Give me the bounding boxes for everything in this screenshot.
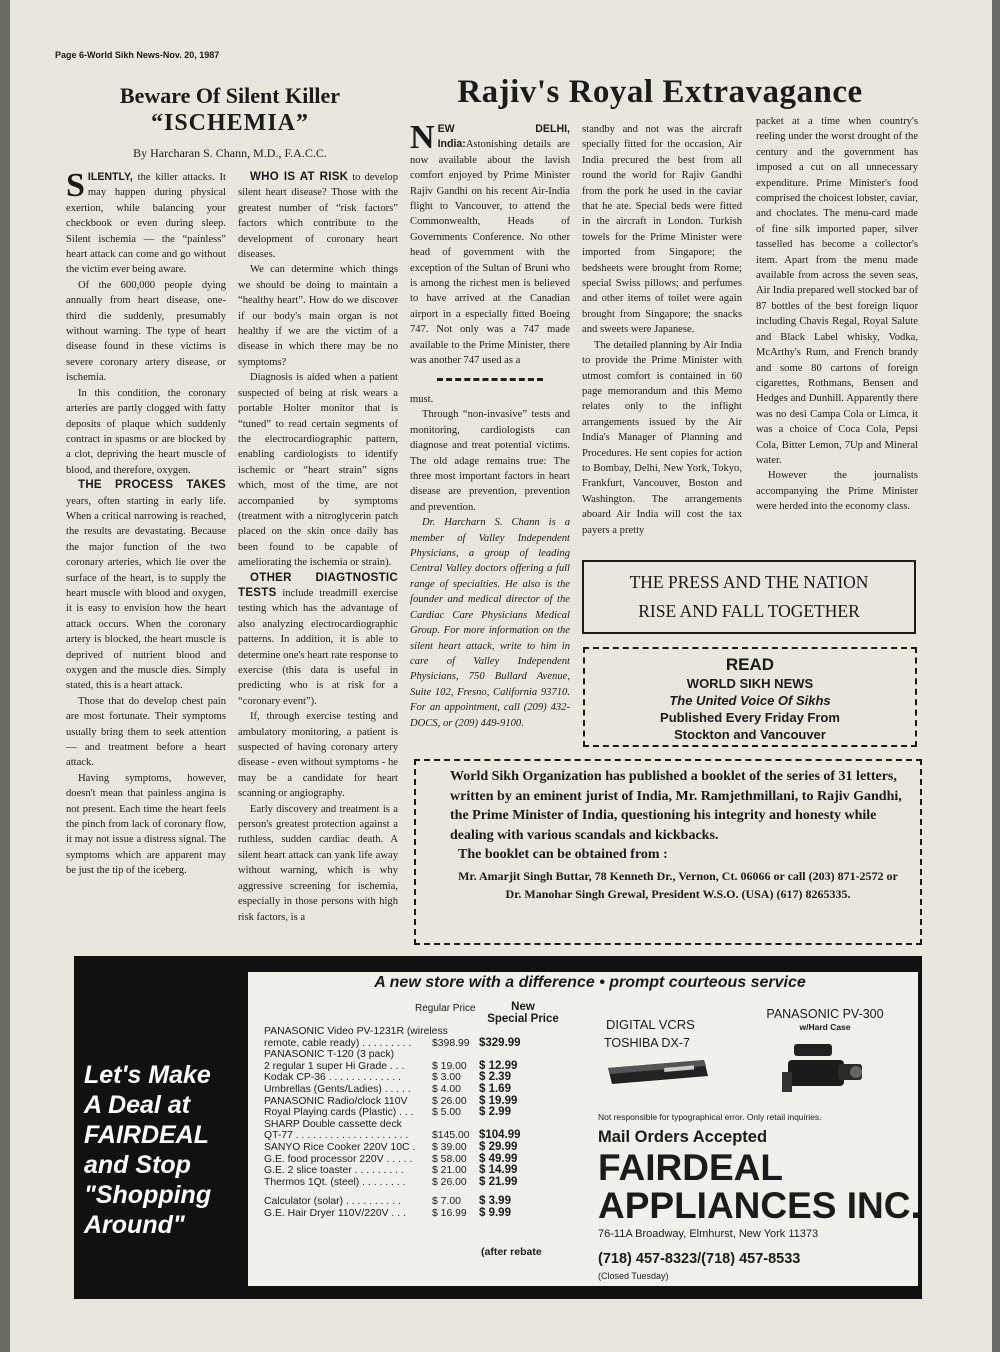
rajiv-title: Rajiv's Royal Extravagance: [457, 74, 863, 110]
price-row: [264, 1096, 564, 1108]
special-price: $ 9.99: [479, 1206, 511, 1219]
paragraph: [410, 122, 570, 369]
paragraph-text: years, often starting in early life. When a critical narrowing is reached, the results are devastating. Because the major function of the two coronary arteries, which lie over the surface of the heart, is to supply the heart muscle with blood and oxygen, it is easy to envision how the heart attack occurs. When the coronary artery is blocked, the heart muscle is deprived of nutrient blood and oxygen and the muscle dies. Simply stated, this is a heart attack.: [66, 495, 226, 692]
item-name: Thermos 1Qt. (steel) . . . . . . . .: [264, 1176, 406, 1188]
slogan-line: A Deal at: [84, 1091, 191, 1119]
vcr-model: TOSHIBA DX-7: [604, 1036, 690, 1050]
special-price: $ 2.99: [479, 1106, 511, 1119]
camcorder-icon: [782, 1034, 868, 1100]
special-price: $104.99: [479, 1129, 521, 1142]
paragraph: If, through exercise testing and ambulatory monitoring, a patient is suspected of having coronary artery disease - even without symptoms - he may be a candidate for heart scanning or angiography.: [238, 711, 398, 800]
special-price: $ 21.99: [479, 1175, 518, 1188]
slogan-line: FAIRDEAL: [84, 1121, 209, 1149]
special-price: $ 49.99: [479, 1152, 518, 1165]
read-line: The United Voice Of Sikhs: [669, 693, 831, 708]
page-header: Page 6-World Sikh News-Nov. 20, 1987: [55, 50, 220, 60]
ad-slogan: [84, 1060, 254, 1240]
store-address: 76-11A Broadway, Elmhurst, New York 11373: [598, 1228, 819, 1240]
item-name: G.E. food processor 220V . . . . .: [264, 1153, 413, 1165]
column-separator: [437, 378, 543, 381]
slogan-line: and Stop: [84, 1151, 191, 1179]
ischemia-column-3: [410, 392, 570, 752]
special-price-header-line: Special Price: [487, 1013, 559, 1025]
store-name-line2: APPLIANCES INC.: [598, 1185, 921, 1226]
paragraph: Through “non-invasive” tests and monitoring, cardiologists can diagnose and treat potential victims. The old adage remains true: The three most important factors in heart disease are prevention, prevention and prevention.: [410, 409, 570, 513]
price-row: [264, 1084, 564, 1096]
drop-cap: N: [410, 122, 435, 156]
price-row: [264, 1154, 564, 1166]
item-name: Calculator (solar) . . . . . . . . . .: [264, 1196, 401, 1208]
special-price: $ 12.99: [479, 1059, 518, 1072]
price-row: [264, 1061, 564, 1073]
regular-price: $ 21.00: [432, 1165, 467, 1177]
price-row: [264, 1026, 564, 1038]
slogan-line: "Shopping: [84, 1181, 212, 1209]
ischemia-column-1: [66, 170, 226, 950]
special-price: $ 14.99: [479, 1164, 518, 1177]
paragraph: standby and not was the aircraft specially fitted for the occasion, Air India precured the best from all round the world for Rajiv Gandhi from the pork he used in the caviar that he ate. Special beds were fitted in the aircraft in London. Turkish towels for the Prime Minister were imported from Singapore; the bedsheets were brought from Rome; special Swiss pillows; and perfumes and other items of toilet were again brought from Singapore; the snacks and sweets were Japanese.: [582, 124, 742, 336]
paragraph: Those that do develop chest pain are most fortunate. Their symptoms usually bring them to seek attention — and treatment before a heart attack.: [66, 695, 226, 769]
regular-price: $ 3.00: [432, 1072, 461, 1084]
price-row: [264, 1208, 564, 1220]
paragraph: packet at a time when country's reeling under the worst drought of the century and the government has imposed a cut on all unnecessary expenditure. Prime Minister's food comprised the choicest lobster, caviar, and choclates. The menu-card made of fine silk imported paper, silver tasselled has become a collector's item. Apart from the menu made available from across the seven seas, Air India prepared well stocked bar of 87 bottles of the best foreign liquor including Chavis Regal, Royal Salute and Black Label whisky, Vodka, McArthy's Rum, and French brandy and some 80 cartons of foreign cigarettes, Rothmans, Bensen and Hedges and Dunhill. Apparently there was no desi Campa Cola or Limca, it was a choice of Coca Cola, Pepsi Cola, Bitter Lemon, 7Up and Mineral water.: [756, 116, 918, 466]
ischemia-title-line2: “ISCHEMIA”: [150, 110, 310, 136]
ischemia-title-line1: Beware Of Silent Killer: [119, 83, 341, 108]
special-price: $ 2.39: [479, 1071, 511, 1084]
rajiv-column-3: [756, 114, 918, 556]
regular-price: $ 58.00: [432, 1153, 467, 1165]
paragraph: Diagnosis is aided when a patient suspected of being at risk wears a portable Holter monitor that is “tuned” to read certain segments of the electrocardiographic pattern, enabling cardiologists to identify ischemic or “heart strain” signs which, most of the time, are not accompanied by symptoms (treatment with a nitroglycerin patch placed on the skin once daily has been found to be capable of ameliorating the ischemia or strain).: [238, 372, 398, 569]
paragraph: However the journalists accompanying the Prime Minister were herded into the economy class.: [756, 470, 918, 513]
paragraph: [238, 170, 398, 262]
booklet-contacts: Mr. Amarjit Singh Buttar, 78 Kenneth Dr., Vernon, Ct. 06066 or call (203) 871-2572 or Dr. Manohar Singh Grewal, President W.S.O. (USA) (617) 8265335.: [458, 868, 898, 901]
regular-price: $ 7.00: [432, 1196, 461, 1208]
paragraph-text: Astonishing details are now available about the lavish comfort enjoyed by Prime Minister Rajiv Gandhi on his recent Air-India flight to Vancouver, to attend the Commonwealth, Heads of Governments Conference. No other head of government with the exception of the Sultan of Bruni who is among the richest men is believed to have arrived at the Canadian airport in a especially fitted Boeing 747. Not only was a 747 made available to the Prime Minister, there was another 747 used as a: [410, 139, 570, 367]
paragraph: Having symptoms, however, doesn't mean that painless angina is not present. Each time the heart feels the pinch from lack of coronary flow, it may not issue a distress signal. The symptoms which are apparent may be just the tip of the iceberg.: [66, 772, 226, 877]
paragraph-text: the killer attacks. It may happen during physical exertion, while balancing your checkbook or even during sleep. Silent ischemia — the “painless” heart attack can come and go without the victim ever being aware.: [66, 172, 226, 276]
price-row: [264, 1177, 564, 1189]
item-name: Royal Playing cards (Plastic) . . .: [264, 1107, 414, 1119]
rajiv-column-2: [582, 122, 742, 556]
store-phone: (718) 457-8323/(718) 457-8533: [598, 1251, 801, 1267]
paragraph-text: to develop silent heart disease? Those with the greatest number of “risk factors” factors which contribute to the development of coronary heart diseases.: [238, 172, 398, 261]
regular-price: $ 16.99: [432, 1207, 467, 1219]
item-name: PANASONIC Radio/clock 110V: [264, 1095, 408, 1107]
lead-in: ILENTLY,: [87, 171, 133, 183]
special-price: $329.99: [479, 1036, 521, 1049]
store-name-line1: FAIRDEAL: [598, 1147, 783, 1188]
regular-price: $ 19.00: [432, 1060, 467, 1072]
regular-price: $398.99: [432, 1037, 470, 1049]
camcorder-case: w/Hard Case: [799, 1022, 851, 1032]
press-line-2: RISE AND FALL TOGETHER: [638, 601, 860, 621]
regular-price: $145.00: [432, 1130, 470, 1142]
disclaimer: Not responsible for typographical error. Only retail inquiries.: [598, 1112, 822, 1122]
special-price: $ 19.99: [479, 1094, 518, 1107]
paragraph: [238, 571, 398, 710]
paragraph: Early discovery and treatment is a person's greatest protection against a ruthless, sudden cardiac death. A silent heart attack can yank life away without warning, which is why aggressive screening for ischemia, especially in those persons with high risk factors, is a: [238, 803, 398, 923]
paragraph: must.: [410, 394, 434, 405]
regular-price: $ 26.00: [432, 1095, 467, 1107]
special-price: $ 1.69: [479, 1082, 511, 1095]
price-list: [264, 1026, 564, 1220]
after-rebate-note: (after rebate: [481, 1246, 542, 1258]
item-name: Umbrellas (Gents/Ladies) . . . . .: [264, 1083, 411, 1095]
read-line: WORLD SIKH NEWS: [686, 676, 814, 691]
paragraph: We can determine which things we should be doing to maintain a “healthy heart”. How do we discover if our body's main organ is not healthy if we are the victim of a disease in which there may be no symptoms?: [238, 264, 398, 368]
press-line-1: THE PRESS AND THE NATION: [629, 572, 869, 592]
paragraph: [66, 170, 226, 278]
ischemia-byline: By Harcharan S. Chann, M.D., F.A.C.C.: [133, 146, 327, 160]
rajiv-column-1: [410, 122, 570, 374]
item-name: PANASONIC T-120 (3 pack): [264, 1049, 395, 1061]
press-nation-box: [582, 560, 916, 634]
read-line: Stockton and Vancouver: [674, 727, 826, 742]
lead-in: OTHER DIAGTNOSTIC TESTS: [238, 571, 398, 599]
slogan-line: Around": [84, 1211, 185, 1239]
price-row: [264, 1142, 564, 1154]
item-name: Kodak CP-36 . . . . . . . . . . . . .: [264, 1072, 401, 1084]
item-name: SHARP Double cassette deck: [264, 1118, 402, 1130]
camcorder-model: PANASONIC PV-300: [766, 1007, 884, 1021]
price-row: [264, 1072, 564, 1084]
ad-tagline: A new store with a difference • prompt courteous service: [374, 974, 806, 991]
read-line: Published Every Friday From: [660, 710, 840, 725]
regular-price: $ 5.00: [432, 1107, 461, 1119]
read-heading: READ: [725, 655, 775, 674]
camcorder-label: [740, 1008, 910, 1034]
paragraph: Of the 600,000 people dying annually from heart disease, one-third die suddenly, presumably without warning. The type of heart disease found in these victims is severe coronary artery disease, or ischemia.: [66, 279, 226, 384]
booklet-obtain: The booklet can be obtained from :: [458, 847, 668, 862]
price-row: [264, 1049, 564, 1061]
vcr-icon: [604, 1054, 710, 1088]
item-name: SANYO Rice Cooker 220V 10C .: [264, 1141, 416, 1153]
item-name: PANASONIC Video PV-1231R (wireless: [264, 1026, 448, 1037]
read-wsn-box: [583, 647, 917, 747]
special-price-header: [478, 1001, 568, 1025]
item-name: 2 regular 1 super Hi Grade . . .: [264, 1060, 405, 1072]
item-name: G.E. 2 slice toaster . . . . . . . . .: [264, 1165, 404, 1177]
vcr-label: DIGITAL VCRS: [606, 1017, 695, 1032]
special-price: $ 3.99: [479, 1195, 511, 1208]
special-price: $ 29.99: [479, 1140, 518, 1153]
item-name: QT-77 . . . . . . . . . . . . . . . . . . . .: [264, 1130, 409, 1142]
price-row: [264, 1196, 564, 1208]
regular-price: $ 26.00: [432, 1176, 467, 1188]
item-name: remote, cable ready) . . . . . . . . .: [264, 1037, 412, 1049]
paragraph: The detailed planning by Air India to provide the Prime Minister with utmost comfort is contained in 60 page memorandum and this Memo relates only to the inflight arrangements issued by the Air India's Manager of Planning and Procedures. He sent copies for action to Bombay, Delhi, New York, Tokyo, Frankfurt, Vancouver, Boston and Washington. The arrangements aboard Air India will cost the tax payers a pretty: [582, 339, 742, 536]
price-row: [264, 1188, 564, 1196]
store-closed: (Closed Tuesday): [598, 1271, 669, 1281]
price-row: [264, 1107, 564, 1119]
item-name: G.E. Hair Dryer 110V/220V . . .: [264, 1207, 406, 1219]
regular-price-header: Regular Price: [415, 1003, 476, 1014]
paragraph-text: include treadmill exercise testing which has the advantage of also analyzing electrocardiographic patterns. In addition, it is able to determine one's heart rate response to exercise (this data is useful in predicting who is at risk for a “coronary event”).: [238, 587, 398, 707]
price-row: [264, 1130, 564, 1142]
booklet-notice-box: [414, 759, 922, 945]
slogan-line: Let's Make: [84, 1061, 211, 1089]
author-bio: Dr. Harcharn S. Chann is a member of Valley Independent Physicians, a group of leading Central Valley doctors offering a full range of specialties. He also is the founder and medical director of the Cardiac Care Physicians Medical Group. For more information on the silent heart attack, write to him in care of Valley Independent Physicians, 750 Bullard Avenue, Suite 102, Fresno, California 93710. For an appointment, call (209) 432-DOCS, or (209) 449-9100.: [410, 517, 570, 729]
drop-cap: S: [66, 170, 85, 204]
dateline: EW DELHI, India:: [437, 123, 570, 151]
special-price-header-line: New: [511, 1001, 535, 1013]
regular-price: $ 39.00: [432, 1141, 467, 1153]
paragraph: In this condition, the coronary arteries are partly clogged with fatty deposits of plaque which suddenly contract in spasms or are blocked by a clot, depriving the heart muscle of blood, and therefore, oxygen.: [66, 387, 226, 476]
price-row: [264, 1038, 564, 1050]
price-row: [264, 1165, 564, 1177]
ischemia-column-2: [238, 170, 398, 950]
lead-in: WHO IS AT RISK: [250, 171, 349, 183]
regular-price: $ 4.00: [432, 1083, 461, 1095]
lead-in: THE PROCESS TAKES: [78, 479, 226, 492]
booklet-text: World Sikh Organization has published a booklet of the series of 31 letters, written by an eminent jurist of India, Mr. Ramjethmillani, to Rajiv Gandhi, the Prime Minister of India, questioning his integrity and honesty while dealing with various scandals and kickbacks.: [450, 769, 902, 843]
paragraph: [66, 478, 226, 694]
mail-orders: Mail Orders Accepted: [598, 1128, 768, 1146]
